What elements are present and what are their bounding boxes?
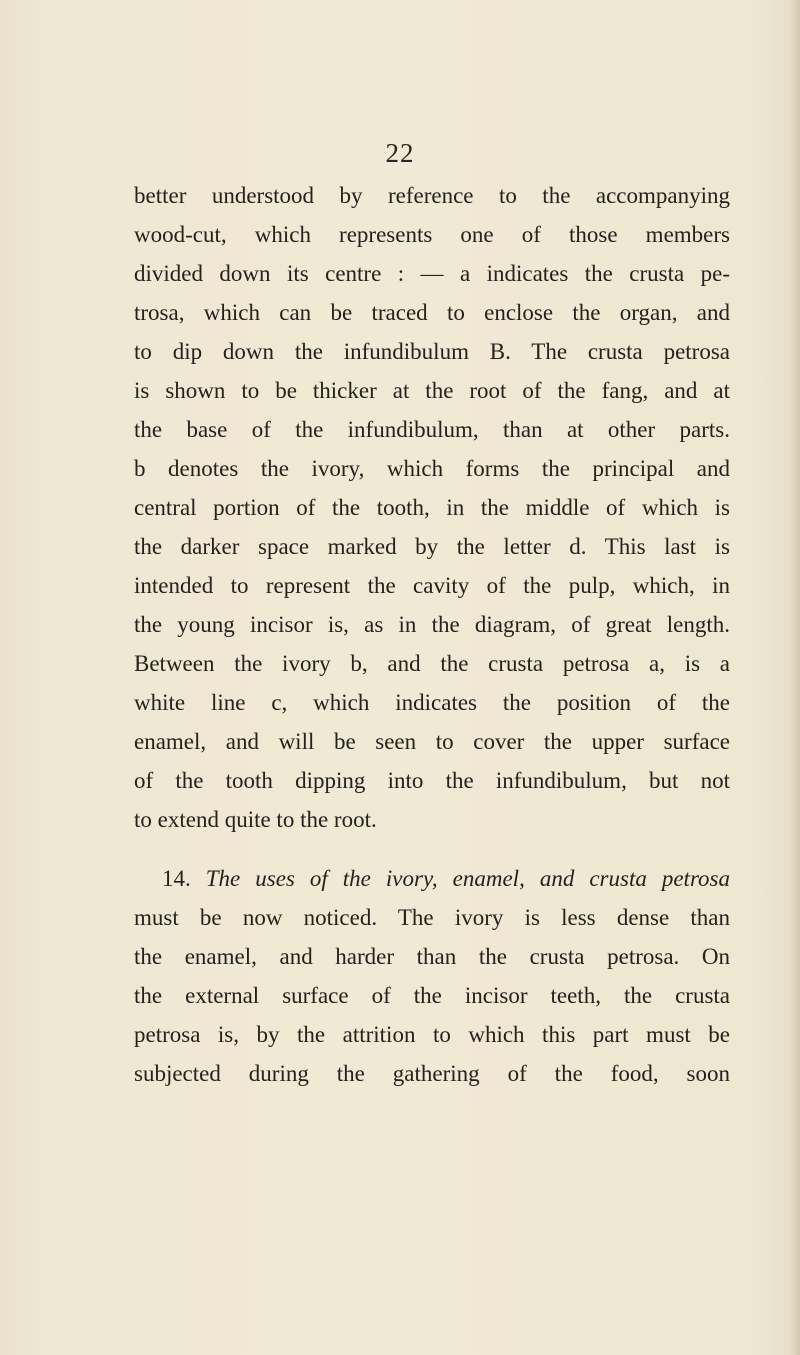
text-line: divided down its centre : — a indicates the crusta pe-	[134, 261, 730, 286]
text-line: must be now noticed. The ivory is less dense than	[134, 905, 730, 930]
paragraph-1	[134, 176, 730, 839]
text-line: the base of the infundibulum, than at other parts.	[134, 417, 730, 442]
text-line: the enamel, and harder than the crusta petrosa. On	[134, 944, 730, 969]
text-line: white line c, which indicates the position of the	[134, 690, 730, 715]
text-line: the young incisor is, as in the diagram, of great length.	[134, 612, 730, 637]
text-line: better understood by reference to the accompanying	[134, 183, 730, 208]
text-line: Between the ivory b, and the crusta petrosa a, is a	[134, 651, 730, 676]
text-line: the external surface of the incisor teeth, the crusta	[134, 983, 730, 1008]
page-edge-shadow	[790, 0, 800, 1355]
text-line: intended to represent the cavity of the pulp, which, in	[134, 573, 730, 598]
section-heading-line	[134, 859, 730, 898]
text-line: enamel, and will be seen to cover the upper surface	[134, 729, 730, 754]
paragraph-2	[134, 859, 730, 1093]
text-line: subjected during the gathering of the food, soon	[134, 1061, 730, 1086]
section-heading: The uses of the ivory, enamel, and crusta petrosa	[205, 866, 730, 891]
paragraph-spacer	[134, 839, 730, 859]
text-line: trosa, which can be traced to enclose the organ, and	[134, 300, 730, 325]
page-number: 22	[385, 138, 415, 168]
text-line: b denotes the ivory, which forms the principal and	[134, 456, 730, 481]
text-line: to extend quite to the root.	[134, 807, 377, 832]
section-number: 14.	[162, 866, 191, 891]
text-line: petrosa is, by the attrition to which this part must be	[134, 1022, 730, 1047]
text-line: of the tooth dipping into the infundibulum, but not	[134, 768, 730, 793]
body-text	[134, 176, 730, 1093]
text-line: to dip down the infundibulum B. The crusta petrosa	[134, 339, 730, 364]
text-line: wood-cut, which represents one of those members	[134, 222, 730, 247]
text-line: is shown to be thicker at the root of the fang, and at	[134, 378, 730, 403]
text-line: the darker space marked by the letter d. This last is	[134, 534, 730, 559]
text-line: central portion of the tooth, in the middle of which is	[134, 495, 730, 520]
